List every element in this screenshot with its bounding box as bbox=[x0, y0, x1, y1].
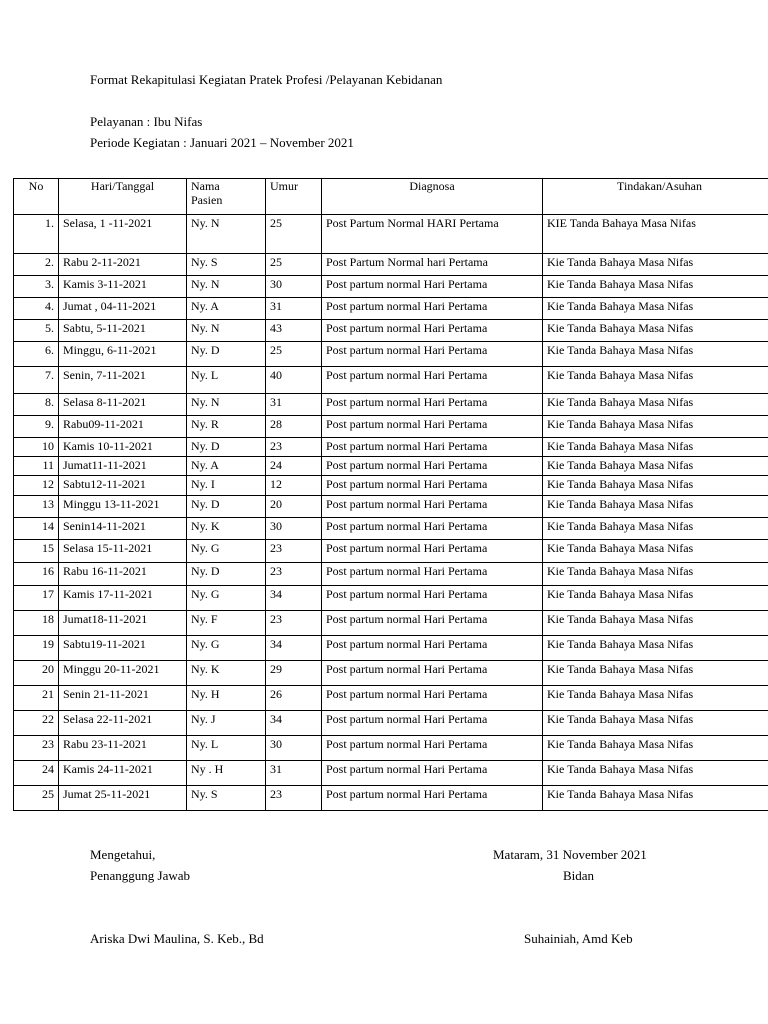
cell-hari-tanggal: Jumat , 04-11-2021 bbox=[59, 298, 187, 320]
cell-tindakan: Kie Tanda Bahaya Masa Nifas bbox=[543, 636, 768, 661]
cell-tindakan: Kie Tanda Bahaya Masa Nifas bbox=[543, 416, 768, 438]
table-row bbox=[14, 438, 768, 457]
cell-umur: 25 bbox=[266, 342, 322, 367]
cell-diagnosa: Post partum normal Hari Pertama bbox=[322, 276, 543, 298]
table-row bbox=[14, 518, 768, 540]
cell-nama-pasien: Ny. L bbox=[187, 367, 266, 394]
cell-diagnosa: Post partum normal Hari Pertama bbox=[322, 761, 543, 786]
cell-diagnosa: Post partum normal Hari Pertama bbox=[322, 496, 543, 518]
cell-no: 19 bbox=[14, 636, 59, 661]
cell-hari-tanggal: Selasa 8-11-2021 bbox=[59, 394, 187, 416]
cell-no: 18 bbox=[14, 611, 59, 636]
cell-umur: 43 bbox=[266, 320, 322, 342]
cell-no: 11 bbox=[14, 457, 59, 476]
cell-umur: 23 bbox=[266, 540, 322, 563]
cell-hari-tanggal: Selasa 15-11-2021 bbox=[59, 540, 187, 563]
cell-umur: 29 bbox=[266, 661, 322, 686]
cell-nama-pasien: Ny. K bbox=[187, 518, 266, 540]
cell-nama-pasien: Ny. A bbox=[187, 298, 266, 320]
cell-nama-pasien: Ny. F bbox=[187, 611, 266, 636]
document-title: Format Rekapitulasi Kegiatan Pratek Profesi /Pelayanan Kebidanan bbox=[90, 72, 443, 87]
table-row bbox=[14, 320, 768, 342]
column-header-diagnosa: Diagnosa bbox=[322, 179, 543, 215]
column-header-nama-line1: Nama bbox=[191, 179, 220, 193]
cell-tindakan: Kie Tanda Bahaya Masa Nifas bbox=[543, 661, 768, 686]
cell-nama-pasien: Ny. S bbox=[187, 786, 266, 811]
cell-hari-tanggal: Rabu 23-11-2021 bbox=[59, 736, 187, 761]
cell-nama-pasien: Ny. D bbox=[187, 563, 266, 586]
cell-nama-pasien: Ny. N bbox=[187, 394, 266, 416]
cell-tindakan: Kie Tanda Bahaya Masa Nifas bbox=[543, 563, 768, 586]
cell-diagnosa: Post Partum Normal hari Pertama bbox=[322, 254, 543, 276]
cell-no: 9. bbox=[14, 416, 59, 438]
cell-no: 15 bbox=[14, 540, 59, 563]
cell-diagnosa: Post partum normal Hari Pertama bbox=[322, 298, 543, 320]
signature-right-name: Suhainiah, Amd Keb bbox=[524, 931, 633, 946]
cell-hari-tanggal: Sabtu, 5-11-2021 bbox=[59, 320, 187, 342]
column-header-no: No bbox=[14, 179, 59, 215]
cell-diagnosa: Post Partum Normal HARI Pertama bbox=[322, 215, 543, 254]
signature-left-name: Ariska Dwi Maulina, S. Keb., Bd bbox=[90, 931, 264, 946]
cell-hari-tanggal: Kamis 10-11-2021 bbox=[59, 438, 187, 457]
cell-hari-tanggal: Jumat18-11-2021 bbox=[59, 611, 187, 636]
cell-umur: 25 bbox=[266, 215, 322, 254]
cell-tindakan: Kie Tanda Bahaya Masa Nifas bbox=[543, 320, 768, 342]
table-row bbox=[14, 586, 768, 611]
cell-diagnosa: Post partum normal Hari Pertama bbox=[322, 367, 543, 394]
cell-hari-tanggal: Sabtu12-11-2021 bbox=[59, 476, 187, 496]
table-row bbox=[14, 276, 768, 298]
column-header-nama-line2: Pasien bbox=[191, 193, 223, 207]
cell-diagnosa: Post partum normal Hari Pertama bbox=[322, 611, 543, 636]
table-row bbox=[14, 457, 768, 476]
cell-no: 5. bbox=[14, 320, 59, 342]
cell-diagnosa: Post partum normal Hari Pertama bbox=[322, 786, 543, 811]
cell-umur: 26 bbox=[266, 686, 322, 711]
cell-umur: 34 bbox=[266, 586, 322, 611]
table-row bbox=[14, 496, 768, 518]
cell-hari-tanggal: Rabu 2-11-2021 bbox=[59, 254, 187, 276]
cell-diagnosa: Post partum normal Hari Pertama bbox=[322, 636, 543, 661]
bidan-label: Bidan bbox=[563, 868, 595, 883]
cell-tindakan: Kie Tanda Bahaya Masa Nifas bbox=[543, 586, 768, 611]
cell-no: 10 bbox=[14, 438, 59, 457]
rekap-table bbox=[13, 178, 768, 811]
table-row bbox=[14, 636, 768, 661]
cell-tindakan: Kie Tanda Bahaya Masa Nifas bbox=[543, 342, 768, 367]
cell-umur: 31 bbox=[266, 761, 322, 786]
table-row bbox=[14, 476, 768, 496]
cell-nama-pasien: Ny . H bbox=[187, 761, 266, 786]
table-row bbox=[14, 611, 768, 636]
cell-hari-tanggal: Kamis 3-11-2021 bbox=[59, 276, 187, 298]
table-row bbox=[14, 254, 768, 276]
cell-tindakan: Kie Tanda Bahaya Masa Nifas bbox=[543, 736, 768, 761]
cell-no: 12 bbox=[14, 476, 59, 496]
cell-nama-pasien: Ny. R bbox=[187, 416, 266, 438]
cell-hari-tanggal: Sabtu19-11-2021 bbox=[59, 636, 187, 661]
cell-diagnosa: Post partum normal Hari Pertama bbox=[322, 711, 543, 736]
cell-nama-pasien: Ny. D bbox=[187, 496, 266, 518]
cell-hari-tanggal: Selasa 22-11-2021 bbox=[59, 711, 187, 736]
column-header-umur: Umur bbox=[266, 179, 322, 215]
cell-no: 7. bbox=[14, 367, 59, 394]
cell-no: 2. bbox=[14, 254, 59, 276]
cell-no: 14 bbox=[14, 518, 59, 540]
cell-tindakan: Kie Tanda Bahaya Masa Nifas bbox=[543, 276, 768, 298]
cell-hari-tanggal: Minggu 20-11-2021 bbox=[59, 661, 187, 686]
cell-umur: 24 bbox=[266, 457, 322, 476]
table-row bbox=[14, 711, 768, 736]
cell-tindakan: Kie Tanda Bahaya Masa Nifas bbox=[543, 457, 768, 476]
cell-hari-tanggal: Jumat 25-11-2021 bbox=[59, 786, 187, 811]
cell-tindakan: Kie Tanda Bahaya Masa Nifas bbox=[543, 686, 768, 711]
cell-umur: 23 bbox=[266, 563, 322, 586]
cell-umur: 34 bbox=[266, 711, 322, 736]
table-row bbox=[14, 736, 768, 761]
cell-tindakan: Kie Tanda Bahaya Masa Nifas bbox=[543, 254, 768, 276]
cell-nama-pasien: Ny. N bbox=[187, 215, 266, 254]
cell-umur: 30 bbox=[266, 518, 322, 540]
table-row bbox=[14, 367, 768, 394]
cell-no: 16 bbox=[14, 563, 59, 586]
cell-no: 6. bbox=[14, 342, 59, 367]
cell-nama-pasien: Ny. D bbox=[187, 342, 266, 367]
cell-no: 17 bbox=[14, 586, 59, 611]
cell-no: 20 bbox=[14, 661, 59, 686]
cell-nama-pasien: Ny. J bbox=[187, 711, 266, 736]
cell-diagnosa: Post partum normal Hari Pertama bbox=[322, 540, 543, 563]
cell-tindakan: Kie Tanda Bahaya Masa Nifas bbox=[543, 476, 768, 496]
column-header-tindakan: Tindakan/Asuhan bbox=[543, 179, 768, 215]
cell-hari-tanggal: Rabu 16-11-2021 bbox=[59, 563, 187, 586]
cell-no: 24 bbox=[14, 761, 59, 786]
cell-hari-tanggal: Rabu09-11-2021 bbox=[59, 416, 187, 438]
cell-tindakan: Kie Tanda Bahaya Masa Nifas bbox=[543, 367, 768, 394]
cell-umur: 25 bbox=[266, 254, 322, 276]
cell-nama-pasien: Ny. D bbox=[187, 438, 266, 457]
cell-umur: 31 bbox=[266, 298, 322, 320]
mengetahui-label: Mengetahui, bbox=[90, 847, 156, 862]
cell-nama-pasien: Ny. S bbox=[187, 254, 266, 276]
cell-hari-tanggal: Selasa, 1 -11-2021 bbox=[59, 215, 187, 254]
cell-tindakan: Kie Tanda Bahaya Masa Nifas bbox=[543, 611, 768, 636]
cell-diagnosa: Post partum normal Hari Pertama bbox=[322, 438, 543, 457]
cell-no: 22 bbox=[14, 711, 59, 736]
table-row bbox=[14, 786, 768, 811]
cell-tindakan: Kie Tanda Bahaya Masa Nifas bbox=[543, 518, 768, 540]
cell-no: 3. bbox=[14, 276, 59, 298]
cell-hari-tanggal: Kamis 17-11-2021 bbox=[59, 586, 187, 611]
table-row bbox=[14, 661, 768, 686]
pelayanan-label: Pelayanan : Ibu Nifas bbox=[90, 114, 203, 129]
column-header-nama-pasien bbox=[187, 179, 266, 215]
table-row bbox=[14, 215, 768, 254]
cell-tindakan: Kie Tanda Bahaya Masa Nifas bbox=[543, 761, 768, 786]
cell-no: 4. bbox=[14, 298, 59, 320]
cell-diagnosa: Post partum normal Hari Pertama bbox=[322, 686, 543, 711]
cell-umur: 12 bbox=[266, 476, 322, 496]
table-row bbox=[14, 298, 768, 320]
cell-diagnosa: Post partum normal Hari Pertama bbox=[322, 518, 543, 540]
cell-nama-pasien: Ny. G bbox=[187, 586, 266, 611]
cell-diagnosa: Post partum normal Hari Pertama bbox=[322, 661, 543, 686]
table-row bbox=[14, 342, 768, 367]
table-row bbox=[14, 563, 768, 586]
cell-diagnosa: Post partum normal Hari Pertama bbox=[322, 416, 543, 438]
cell-hari-tanggal: Senin14-11-2021 bbox=[59, 518, 187, 540]
cell-hari-tanggal: Jumat11-11-2021 bbox=[59, 457, 187, 476]
cell-nama-pasien: Ny. G bbox=[187, 540, 266, 563]
cell-tindakan: Kie Tanda Bahaya Masa Nifas bbox=[543, 394, 768, 416]
cell-diagnosa: Post partum normal Hari Pertama bbox=[322, 457, 543, 476]
cell-hari-tanggal: Minggu, 6-11-2021 bbox=[59, 342, 187, 367]
cell-no: 1. bbox=[14, 215, 59, 254]
cell-umur: 40 bbox=[266, 367, 322, 394]
cell-umur: 31 bbox=[266, 394, 322, 416]
cell-umur: 23 bbox=[266, 611, 322, 636]
cell-nama-pasien: Ny. G bbox=[187, 636, 266, 661]
table-row bbox=[14, 686, 768, 711]
cell-nama-pasien: Ny. H bbox=[187, 686, 266, 711]
cell-diagnosa: Post partum normal Hari Pertama bbox=[322, 320, 543, 342]
cell-diagnosa: Post partum normal Hari Pertama bbox=[322, 342, 543, 367]
cell-nama-pasien: Ny. K bbox=[187, 661, 266, 686]
cell-hari-tanggal: Senin, 7-11-2021 bbox=[59, 367, 187, 394]
cell-umur: 30 bbox=[266, 276, 322, 298]
cell-nama-pasien: Ny. L bbox=[187, 736, 266, 761]
cell-tindakan: Kie Tanda Bahaya Masa Nifas bbox=[543, 298, 768, 320]
cell-tindakan: Kie Tanda Bahaya Masa Nifas bbox=[543, 438, 768, 457]
cell-umur: 28 bbox=[266, 416, 322, 438]
cell-umur: 23 bbox=[266, 786, 322, 811]
cell-hari-tanggal: Minggu 13-11-2021 bbox=[59, 496, 187, 518]
table-row bbox=[14, 394, 768, 416]
cell-diagnosa: Post partum normal Hari Pertama bbox=[322, 736, 543, 761]
cell-umur: 30 bbox=[266, 736, 322, 761]
cell-hari-tanggal: Kamis 24-11-2021 bbox=[59, 761, 187, 786]
cell-nama-pasien: Ny. N bbox=[187, 276, 266, 298]
cell-tindakan: Kie Tanda Bahaya Masa Nifas bbox=[543, 496, 768, 518]
cell-no: 23 bbox=[14, 736, 59, 761]
cell-diagnosa: Post partum normal Hari Pertama bbox=[322, 476, 543, 496]
place-date-label: Mataram, 31 November 2021 bbox=[493, 847, 647, 862]
cell-umur: 23 bbox=[266, 438, 322, 457]
table-row bbox=[14, 416, 768, 438]
column-header-hari-tanggal: Hari/Tanggal bbox=[59, 179, 187, 215]
table-row bbox=[14, 761, 768, 786]
cell-hari-tanggal: Senin 21-11-2021 bbox=[59, 686, 187, 711]
cell-no: 13 bbox=[14, 496, 59, 518]
cell-no: 25 bbox=[14, 786, 59, 811]
cell-tindakan: KIE Tanda Bahaya Masa Nifas bbox=[543, 215, 768, 254]
cell-no: 21 bbox=[14, 686, 59, 711]
cell-tindakan: Kie Tanda Bahaya Masa Nifas bbox=[543, 711, 768, 736]
cell-tindakan: Kie Tanda Bahaya Masa Nifas bbox=[543, 786, 768, 811]
table-row bbox=[14, 540, 768, 563]
cell-diagnosa: Post partum normal Hari Pertama bbox=[322, 586, 543, 611]
rekap-table-body bbox=[14, 215, 768, 811]
cell-umur: 34 bbox=[266, 636, 322, 661]
cell-tindakan: Kie Tanda Bahaya Masa Nifas bbox=[543, 540, 768, 563]
periode-label: Periode Kegiatan : Januari 2021 – November 2021 bbox=[90, 135, 354, 150]
cell-nama-pasien: Ny. N bbox=[187, 320, 266, 342]
cell-diagnosa: Post partum normal Hari Pertama bbox=[322, 563, 543, 586]
penanggung-jawab-label: Penanggung Jawab bbox=[90, 868, 191, 883]
cell-umur: 20 bbox=[266, 496, 322, 518]
table-header-row bbox=[14, 179, 768, 215]
cell-nama-pasien: Ny. I bbox=[187, 476, 266, 496]
cell-nama-pasien: Ny. A bbox=[187, 457, 266, 476]
cell-no: 8. bbox=[14, 394, 59, 416]
cell-diagnosa: Post partum normal Hari Pertama bbox=[322, 394, 543, 416]
